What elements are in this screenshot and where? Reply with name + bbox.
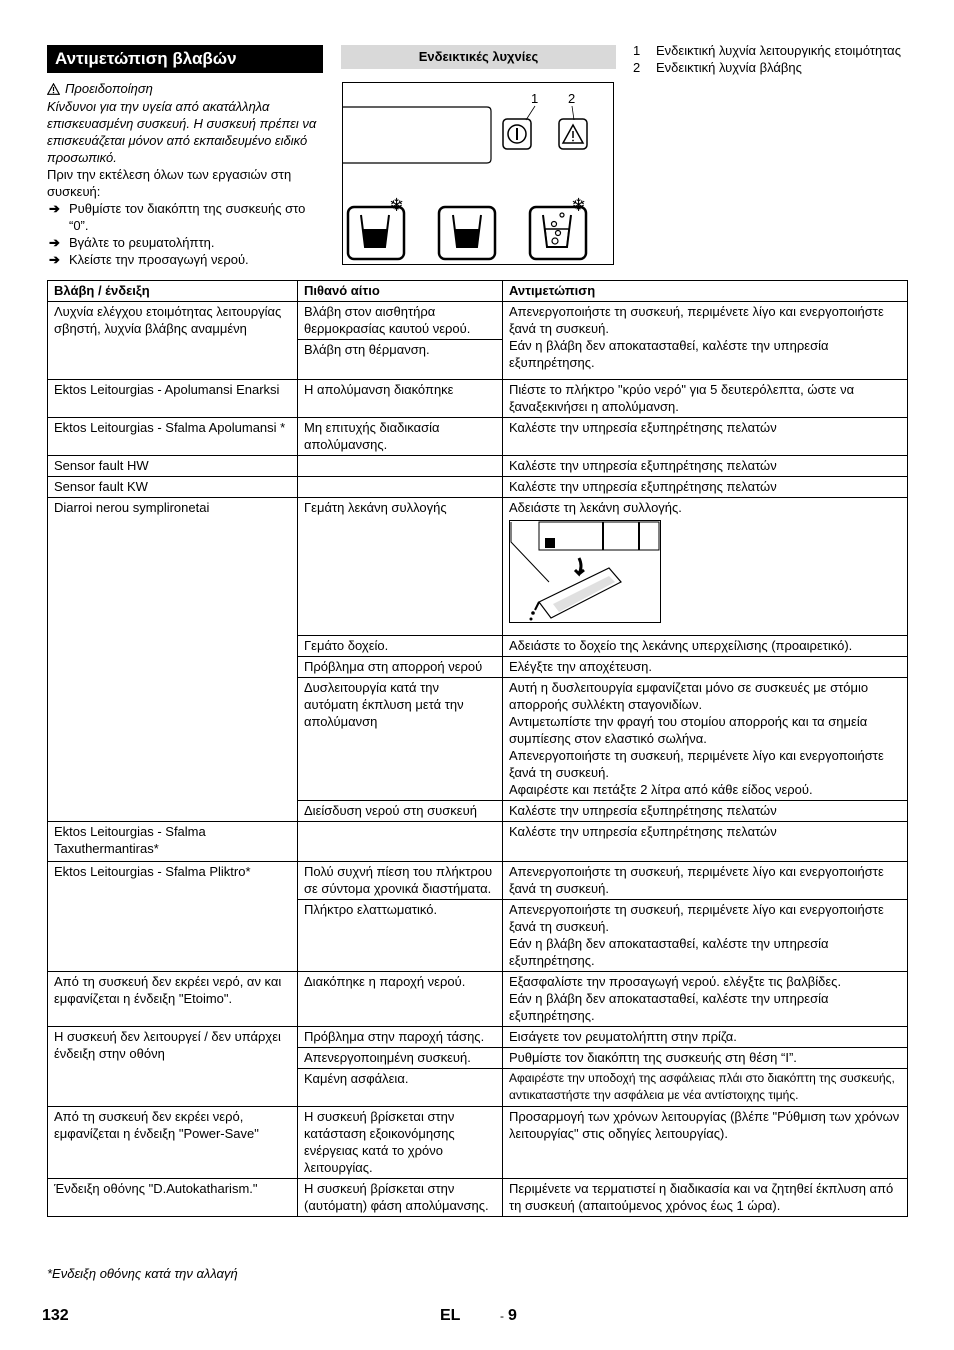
remedy-cell: Αυτή η δυσλειτουργία εμφανίζεται μόνο σε συσκευές με στόμιο απορροής συλλέκτη σταγονιδίων. Αντιμετωπίστε την φραγή του στομίου απορροής και τα σημεία συμπίεσης στον ελαστικό σωλήνα. Απενεργοποιήστε τη συσκευή, περιμένετε λίγο και ενεργοποιήστε ξανά τη συσκευή. Αφαιρέστε και πετάξτε 2 λίτρα από κάθε είδος νερού. (503, 678, 908, 801)
cause-cell (298, 477, 503, 498)
table-row (48, 1179, 908, 1217)
remedy-cell: Εξασφαλίστε την προσαγωγή νερού. ελέγξτε τις βαλβίδες. Εάν η βλάβη δεν αποκατασταθεί, καλέστε την υπηρεσία εξυπηρέτησης. (503, 972, 908, 1027)
cause-cell: Μη επιτυχής διαδικασία απολύμανσης. (298, 418, 503, 456)
remedy-cell: Καλέστε την υπηρεσία εξυπηρέτησης πελατών (503, 418, 908, 456)
warning-block (47, 80, 323, 268)
warning-heading-text: Προειδοποίηση (65, 81, 153, 96)
cause-cell (298, 456, 503, 477)
fault-cell: Ektos Leitourgias - Apolumansi Enarksi (48, 380, 298, 418)
sub-page-value: 9 (508, 1307, 517, 1324)
sub-page-number (500, 1307, 517, 1325)
lamps-title: Ενδεικτικές λυχνίες (341, 45, 616, 69)
cause-cell: Βλάβη στον αισθητήρα θερμοκρασίας καυτού νερού. (298, 302, 503, 340)
cause-cell: Απενεργοποιημένη συσκευή. (298, 1048, 503, 1069)
cause-cell (298, 822, 503, 862)
remedy-cell: Καλέστε την υπηρεσία εξυπηρέτησης πελατών (503, 801, 908, 822)
remedy-cell: Απενεργοποιήστε τη συσκευή, περιμένετε λίγο και ενεργοποιήστε ξανά τη συσκευή. Εάν η βλάβη δεν αποκατασταθεί, καλέστε την υπηρεσία εξυπηρέτησης. (503, 900, 908, 972)
cause-cell: Βλάβη στη θέρμανση. (298, 340, 503, 380)
column-header: Αντιμετώπιση (503, 281, 908, 302)
cause-cell: Η συσκευή βρίσκεται στην κατάσταση εξοικονόμησης ενέργειας κατά το χρόνο λειτουργίας. (298, 1107, 503, 1179)
drip-tray-emptying-illustration (509, 520, 661, 623)
table-row (48, 380, 908, 418)
page-dash: - (500, 1309, 504, 1323)
table-row (48, 302, 908, 340)
control-panel-figure (342, 82, 614, 265)
warning-intro: Πριν την εκτέλεση όλων των εργασιών στη συσκευή: (47, 167, 292, 199)
fault-cell: Sensor fault HW (48, 456, 298, 477)
cause-cell: Καμένη ασφάλεια. (298, 1069, 503, 1107)
fault-cell: Από τη συσκευή δεν εκρέει νερό, αν και εμφανίζεται η ένδειξη "Etoimo". (48, 972, 298, 1027)
cause-cell: Πρόβλημα στη απορροή νερού (298, 657, 503, 678)
remedy-cell: Καλέστε την υπηρεσία εξυπηρέτησης πελατών (503, 822, 908, 862)
remedy-cell: Πιέστε το πλήκτρο "κρύο νερό" για 5 δευτερόλεπτα, ώστε να ξαναξεκινήσει η απολύμανση. (503, 380, 908, 418)
legend-text: Ενδεικτική λυχνία βλάβης (656, 60, 802, 75)
table-row (48, 498, 908, 636)
step-text: Ρυθμίστε τον διακόπτη της συσκευής στο “0”. (69, 201, 306, 233)
step-text: Βγάλτε το ρευματολήπτη. (69, 235, 215, 250)
table-row (48, 822, 908, 862)
step-item (49, 234, 323, 251)
section-title: Αντιμετώπιση βλαβών (47, 45, 323, 73)
fault-cell: Ektos Leitourgias - Sfalma Pliktro* (48, 862, 298, 972)
fault-cell: Ένδειξη οθόνης "D.Autokatharism." (48, 1179, 298, 1217)
table-row (48, 477, 908, 498)
control-panel-drawing (343, 83, 613, 264)
still-water-button-icon (439, 207, 495, 259)
fault-cell: Sensor fault KW (48, 477, 298, 498)
page-number: 132 (42, 1307, 69, 1324)
remedy-cell: Αδειάστε το δοχείο της λεκάνης υπερχείλισης (προαιρετικό). (503, 636, 908, 657)
remedy-text: Αδειάστε τη λεκάνη συλλογής. (509, 500, 682, 515)
cause-cell: Η συσκευή βρίσκεται στην (αυτόματη) φάση απολύμανσης. (298, 1179, 503, 1217)
legend-number: 2 (633, 60, 641, 75)
remedy-cell: Περιμένετε να τερματιστεί η διαδικασία και να ζητηθεί έκπλυση από τη συσκευή (απαιτούμενος χρόνος έως 1 ώρα). (503, 1179, 908, 1217)
language-code: EL (440, 1307, 461, 1324)
step-item (49, 200, 323, 234)
table-row (48, 862, 908, 900)
remedy-cell: Προσαρμογή των χρόνων λειτουργίας (βλέπε "Ρύθμιση των χρόνων λειτουργίας" στις οδηγίες λειτουργίας). (503, 1107, 908, 1179)
table-row (48, 972, 908, 1027)
cause-cell: Πρόβλημα στην παροχή τάσης. (298, 1027, 503, 1048)
cause-cell: Γεμάτη λεκάνη συλλογής (298, 498, 503, 636)
step-text: Κλείστε την προσαγωγή νερού. (69, 252, 249, 267)
fault-cell: Diarroi nerou symplironetai (48, 498, 298, 822)
remedy-cell: Εισάγετε τον ρευματολήπτη στην πρίζα. (503, 1027, 908, 1048)
remedy-cell (503, 498, 908, 636)
cause-cell: Πολύ συχνή πίεση του πλήκτρου σε σύντομα χρονικά διαστήματα. (298, 862, 503, 900)
table-row (48, 418, 908, 456)
legend-item (633, 42, 923, 59)
fault-cell: Από τη συσκευή δεν εκρέει νερό, εμφανίζεται η ένδειξη "Power-Save" (48, 1107, 298, 1179)
cause-cell: Διακόπηκε η παροχή νερού. (298, 972, 503, 1027)
snowflake-icon: ❄ (389, 195, 405, 216)
step-item (49, 251, 323, 268)
sparkling-water-button-icon (530, 195, 586, 259)
remedy-cell: Αφαιρέστε την υποδοχή της ασφάλειας πλάι στο διακόπτη της συσκευής, αντικαταστήστε την ασφάλεια με νέα αντίστοιχης τιμής. (503, 1069, 908, 1107)
fault-cell: Λυχνία ελέγχου ετοιμότητας λειτουργίας σβηστή, λυχνία βλάβης αναμμένη (48, 302, 298, 380)
remedy-cell: Απενεργοποιήστε τη συσκευή, περιμένετε λίγο και ενεργοποιήστε ξανά τη συσκευή. (503, 862, 908, 900)
remedy-cell: Καλέστε την υπηρεσία εξυπηρέτησης πελατών (503, 477, 908, 498)
troubleshooting-table (47, 280, 908, 1217)
fault-cell: Η συσκευή δεν λειτουργεί / δεν υπάρχει ένδειξη στην οθόνη (48, 1027, 298, 1107)
footnote: *Ενδειξη οθόνης κατά την αλλαγή (47, 1266, 238, 1281)
cause-cell: Διείσδυση νερού στη συσκευή (298, 801, 503, 822)
arrow-icon: ➔ (49, 201, 60, 216)
legend-number: 1 (633, 43, 641, 58)
fault-cell: Ektos Leitourgias - Sfalma Taxuthermantiras* (48, 822, 298, 862)
table-row (48, 1027, 908, 1048)
cause-cell: Πλήκτρο ελαττωματικό. (298, 900, 503, 972)
column-header: Πιθανό αίτιο (298, 281, 503, 302)
table-header-row (48, 281, 908, 302)
remedy-cell: Απενεργοποιήστε τη συσκευή, περιμένετε λίγο και ενεργοποιήστε ξανά τη συσκευή. Εάν η βλάβη δεν αποκατασταθεί, καλέστε την υπηρεσία εξυπηρέτησης. (503, 302, 908, 380)
arrow-icon: ➔ (49, 235, 60, 250)
panel-label-1: 1 (531, 91, 539, 106)
legend (633, 42, 923, 76)
cause-cell: Δυσλειτουργία κατά την αυτόματη έκπλυση μετά την απολύμανση (298, 678, 503, 801)
warning-body: Κίνδυνοι για την υγεία από ακατάλληλα επισκευασμένη συσκευή. Η συσκευή πρέπει να επισκευάζεται μόνον από εκπαιδευμένο ειδικό προσωπικό. (47, 99, 317, 165)
cause-cell: Γεμάτο δοχείο. (298, 636, 503, 657)
arrow-icon: ➔ (49, 252, 60, 267)
warning-triangle-icon (47, 83, 60, 95)
column-header: Βλάβη / ένδειξη (48, 281, 298, 302)
ready-lamp-icon (503, 119, 531, 149)
warning-heading (47, 80, 323, 97)
table-row (48, 1107, 908, 1179)
remedy-cell: Ρυθμίστε τον διακόπτη της συσκευής στη θέση “I”. (503, 1048, 908, 1069)
cold-water-button-icon (348, 195, 404, 259)
cause-cell: Η απολύμανση διακόπηκε (298, 380, 503, 418)
snowflake-icon: ❄ (571, 195, 587, 216)
panel-label-2: 2 (568, 91, 576, 106)
table-row (48, 456, 908, 477)
legend-text: Ενδεικτική λυχνία λειτουργικής ετοιμότητας (656, 43, 901, 58)
legend-item (633, 59, 923, 76)
remedy-cell: Ελέγξτε την αποχέτευση. (503, 657, 908, 678)
fault-cell: Ektos Leitourgias - Sfalma Apolumansi * (48, 418, 298, 456)
remedy-cell: Καλέστε την υπηρεσία εξυπηρέτησης πελατών (503, 456, 908, 477)
fault-lamp-icon (559, 119, 587, 149)
